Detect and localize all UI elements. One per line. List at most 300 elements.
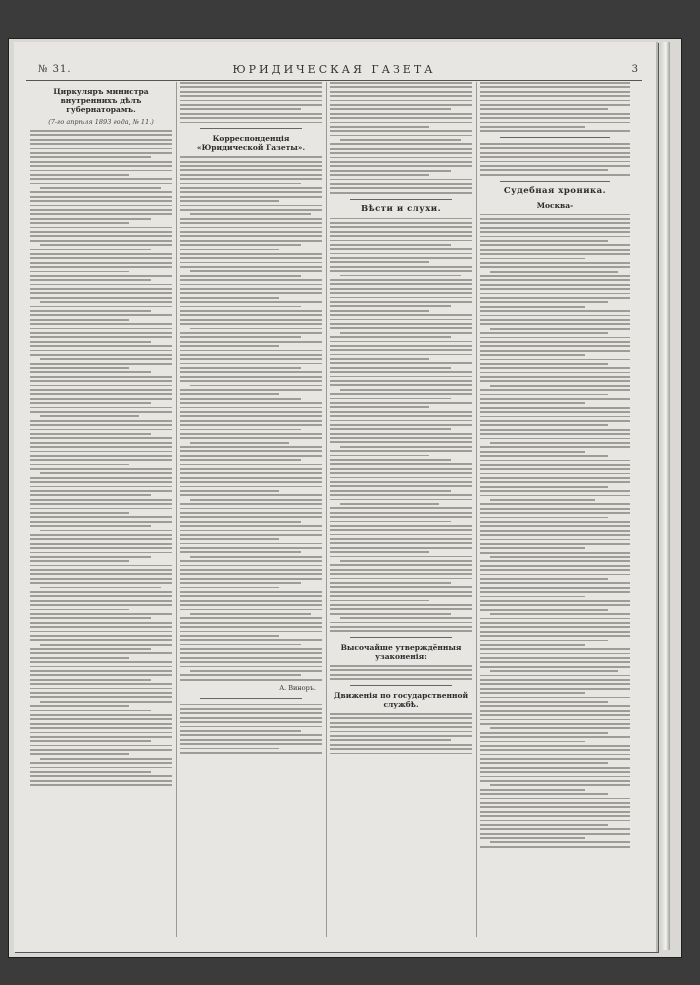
text-line — [180, 455, 322, 457]
text-line — [30, 767, 172, 769]
text-line — [330, 748, 472, 750]
text-line — [480, 723, 630, 725]
text-line — [480, 275, 630, 277]
text-line — [480, 749, 630, 751]
text-line — [30, 275, 172, 277]
text-line — [490, 841, 630, 843]
text-line — [480, 508, 630, 510]
text-line — [480, 815, 630, 817]
text-line — [30, 512, 129, 514]
text-line — [480, 315, 630, 317]
text-line — [480, 231, 630, 233]
text-line — [490, 499, 595, 501]
text-line — [330, 595, 472, 597]
text-line — [330, 183, 472, 185]
text-line — [30, 218, 151, 220]
section-heading: Высочайше утверждённыя узаконенія: — [340, 643, 462, 662]
text-line — [180, 525, 322, 527]
text-line — [30, 780, 172, 782]
text-line — [330, 713, 472, 715]
text-line — [30, 674, 172, 676]
text-line — [180, 446, 322, 448]
issue-number: № 31. — [38, 64, 72, 75]
text-line — [180, 468, 322, 470]
text-line — [30, 459, 172, 461]
text-line — [330, 117, 472, 119]
text-line — [480, 82, 630, 84]
text-line — [30, 284, 172, 286]
divider — [350, 199, 452, 200]
text-line — [180, 323, 322, 325]
text-line — [490, 328, 630, 330]
text-line — [480, 539, 630, 541]
text-line — [180, 604, 322, 606]
text-line — [330, 86, 472, 88]
text-line — [330, 669, 472, 671]
text-line — [330, 717, 472, 719]
text-line — [480, 609, 608, 611]
text-line — [180, 503, 322, 505]
text-line — [330, 494, 472, 496]
text-line — [330, 393, 472, 395]
text-line — [330, 358, 429, 360]
text-line — [480, 736, 630, 738]
text-line — [30, 310, 151, 312]
text-line — [480, 543, 630, 545]
text-line — [190, 556, 322, 558]
text-line — [480, 297, 630, 299]
text-line — [480, 635, 630, 637]
text-line — [30, 745, 172, 747]
text-line — [30, 402, 151, 404]
text-line — [330, 266, 472, 268]
text-line — [330, 248, 472, 250]
text-line — [30, 490, 172, 492]
text-line — [30, 196, 172, 198]
text-line — [180, 437, 322, 439]
text-line — [330, 218, 472, 220]
text-line — [330, 586, 472, 588]
text-line — [480, 104, 630, 106]
text-line — [180, 345, 279, 347]
newspaper-title: ЮРИДИЧЕСКАЯ ГАЗЕТА — [232, 63, 436, 76]
text-line — [180, 595, 322, 597]
text-line — [180, 398, 301, 400]
text-line — [480, 433, 630, 435]
text-line — [330, 157, 472, 159]
text-line — [480, 100, 630, 102]
text-line — [330, 270, 472, 272]
text-line — [480, 214, 630, 216]
text-line — [480, 517, 608, 519]
text-line — [30, 635, 172, 637]
divider — [500, 181, 610, 182]
text-line — [330, 82, 472, 84]
text-line — [30, 714, 172, 716]
text-line — [30, 543, 172, 545]
text-line — [480, 363, 608, 365]
text-line — [480, 174, 630, 176]
newspaper-page — [14, 42, 658, 952]
text-line — [180, 196, 322, 198]
text-line — [180, 288, 322, 290]
text-line — [30, 455, 172, 457]
text-line — [30, 494, 151, 496]
text-line — [180, 191, 322, 193]
text-line — [180, 704, 322, 706]
text-line — [330, 455, 429, 457]
text-line — [180, 86, 322, 88]
text-line — [330, 564, 472, 566]
text-line — [180, 459, 301, 461]
text-line — [340, 389, 472, 391]
text-line — [30, 534, 172, 536]
text-line — [180, 666, 322, 668]
text-line — [30, 235, 172, 237]
text-line — [30, 718, 172, 720]
text-line — [480, 486, 608, 488]
page-edge — [660, 42, 670, 950]
text-line — [480, 732, 608, 734]
text-block — [180, 704, 322, 754]
text-line — [30, 477, 172, 479]
text-line — [180, 314, 322, 316]
text-line — [330, 516, 472, 518]
text-line — [480, 222, 630, 224]
text-line — [30, 385, 172, 387]
text-line — [180, 661, 322, 663]
text-line — [180, 657, 322, 659]
text-line — [180, 490, 279, 492]
text-line — [480, 240, 608, 242]
text-line — [480, 762, 608, 764]
text-line — [180, 547, 322, 549]
text-line — [180, 674, 301, 676]
text-line — [480, 477, 630, 479]
text-line — [480, 147, 630, 149]
text-line — [30, 262, 172, 264]
text-line — [480, 354, 585, 356]
text-line — [330, 415, 472, 417]
text-line — [180, 626, 322, 628]
text-line — [480, 640, 608, 642]
text-line — [30, 481, 172, 483]
text-line — [480, 420, 630, 422]
text-line — [480, 319, 630, 321]
text-line — [180, 306, 301, 308]
text-line — [330, 283, 472, 285]
section-subheading: Москва- — [536, 200, 574, 210]
text-line — [30, 775, 172, 777]
text-line — [480, 337, 630, 339]
text-line — [340, 446, 472, 448]
text-line — [180, 679, 322, 681]
text-line — [180, 262, 322, 264]
text-line — [340, 503, 439, 505]
text-line — [330, 613, 451, 615]
text-line — [30, 639, 172, 641]
text-line — [480, 279, 630, 281]
text-line — [30, 191, 172, 193]
text-line — [30, 433, 151, 435]
text-line — [30, 688, 172, 690]
text-line — [180, 429, 301, 431]
text-line — [330, 323, 472, 325]
text-line — [40, 701, 172, 703]
divider — [500, 137, 610, 138]
text-line — [30, 521, 172, 523]
text-line — [180, 609, 322, 611]
text-line — [330, 437, 472, 439]
text-line — [30, 784, 172, 786]
text-line — [30, 727, 172, 729]
text-line — [180, 730, 301, 732]
text-line — [180, 617, 322, 619]
text-line — [330, 722, 472, 724]
text-line — [180, 717, 322, 719]
text-line — [180, 363, 322, 365]
text-line — [330, 630, 472, 632]
text-line — [330, 582, 451, 584]
text-line — [330, 525, 472, 527]
text-block — [30, 130, 172, 786]
text-line — [480, 745, 630, 747]
text-line — [190, 270, 322, 272]
page-number: 3 — [631, 64, 638, 75]
text-line — [480, 398, 630, 400]
text-line — [480, 130, 630, 132]
text-line — [30, 437, 172, 439]
text-line — [40, 358, 172, 360]
text-line — [330, 301, 472, 303]
text-line — [180, 726, 322, 728]
text-line — [180, 240, 322, 242]
text-line — [330, 122, 472, 124]
text-line — [180, 253, 322, 255]
text-line — [330, 521, 451, 523]
text-line — [30, 345, 172, 347]
text-line — [480, 253, 630, 255]
text-line — [30, 143, 172, 145]
text-line — [480, 323, 630, 325]
text-line — [480, 169, 608, 171]
text-line — [180, 249, 279, 251]
text-line — [40, 587, 161, 589]
text-line — [30, 631, 172, 633]
text-line — [330, 547, 472, 549]
text-line — [180, 292, 322, 294]
text-line — [330, 674, 472, 676]
text-line — [30, 710, 151, 712]
text-line — [30, 161, 172, 163]
text-line — [480, 846, 630, 848]
text-line — [480, 657, 630, 659]
text-line — [30, 753, 129, 755]
divider — [200, 128, 302, 129]
text-line — [180, 122, 322, 124]
text-line — [180, 450, 322, 452]
text-line — [180, 587, 279, 589]
text-line — [180, 319, 322, 321]
text-line — [330, 468, 472, 470]
page-header — [26, 64, 642, 81]
text-line — [480, 780, 630, 782]
text-line — [180, 538, 279, 540]
text-line — [480, 828, 630, 830]
text-line — [480, 683, 630, 685]
text-line — [180, 512, 322, 514]
text-line — [480, 464, 630, 466]
text-line — [480, 776, 630, 778]
text-line — [30, 213, 172, 215]
text-line — [480, 490, 630, 492]
text-line — [30, 499, 172, 501]
text-line — [30, 170, 172, 172]
text-line — [330, 433, 472, 435]
text-line — [180, 156, 322, 158]
text-line — [480, 455, 608, 457]
text-line — [330, 411, 472, 413]
text-line — [330, 126, 429, 128]
text-line — [480, 95, 630, 97]
text-line — [330, 174, 429, 176]
text-line — [330, 744, 472, 746]
text-line — [330, 573, 472, 575]
text-line — [180, 508, 322, 510]
text-line — [180, 407, 322, 409]
section-heading: Движенія по государственной службѣ. — [333, 691, 469, 710]
text-line — [40, 530, 172, 532]
text-line — [330, 130, 472, 132]
text-line — [330, 485, 472, 487]
text-line — [30, 130, 172, 132]
text-line — [30, 183, 172, 185]
text-line — [480, 244, 630, 246]
text-line — [480, 86, 630, 88]
text-line — [30, 696, 172, 698]
text-line — [180, 95, 322, 97]
text-line — [30, 297, 172, 299]
text-line — [180, 464, 322, 466]
text-line — [480, 288, 630, 290]
text-line — [190, 499, 322, 501]
text-line — [480, 468, 630, 470]
text-line — [330, 556, 472, 558]
text-line — [480, 332, 608, 334]
text-line — [30, 626, 172, 628]
text-line — [480, 372, 630, 374]
text-line — [330, 100, 472, 102]
text-line — [180, 235, 322, 237]
text-line — [330, 292, 472, 294]
text-line — [480, 306, 585, 308]
text-line — [480, 754, 630, 756]
text-line — [30, 552, 172, 554]
text-line — [180, 708, 322, 710]
text-line — [480, 661, 630, 663]
text-line — [330, 499, 472, 501]
text-line — [480, 644, 585, 646]
section-heading: Судебная хроника. — [503, 185, 607, 196]
text-line — [180, 420, 322, 422]
text-line — [480, 122, 630, 124]
text-line — [30, 424, 172, 426]
text-line — [30, 156, 151, 158]
text-line — [330, 143, 472, 145]
text-line — [180, 257, 322, 259]
text-line — [480, 503, 630, 505]
text-line — [30, 446, 172, 448]
text-line — [180, 622, 322, 624]
text-line — [30, 538, 172, 540]
text-line — [330, 420, 472, 422]
text-line — [480, 126, 585, 128]
text-line — [480, 236, 630, 238]
text-line — [30, 398, 172, 400]
text-line — [30, 740, 151, 742]
article-heading: Корреспонденція «Юридической Газеты». — [196, 134, 306, 153]
text-line — [480, 394, 608, 396]
text-line — [180, 712, 322, 714]
text-line — [330, 622, 472, 624]
text-line — [480, 688, 630, 690]
text-line — [480, 697, 630, 699]
text-line — [30, 139, 172, 141]
text-line — [330, 424, 472, 426]
text-line — [330, 349, 472, 351]
text-line — [30, 683, 172, 685]
text-line — [30, 464, 129, 466]
text-line — [30, 617, 151, 619]
text-line — [30, 582, 172, 584]
text-line — [330, 257, 472, 259]
text-line — [330, 305, 451, 307]
text-line — [30, 240, 172, 242]
text-line — [480, 675, 630, 677]
column-1 — [30, 82, 172, 942]
text-line — [480, 569, 630, 571]
text-line — [30, 407, 172, 409]
text-line — [30, 271, 129, 273]
text-line — [330, 604, 472, 606]
text-line — [480, 604, 630, 606]
text-line — [190, 385, 322, 387]
text-line — [480, 359, 630, 361]
text-line — [330, 341, 472, 343]
text-line — [30, 328, 172, 330]
text-line — [330, 371, 472, 373]
text-line — [180, 635, 279, 637]
text-line — [30, 227, 172, 229]
column-rule — [476, 82, 477, 937]
text-line — [30, 569, 172, 571]
text-line — [480, 679, 630, 681]
text-line — [480, 367, 630, 369]
text-line — [330, 113, 472, 115]
text-line — [180, 530, 322, 532]
text-line — [30, 288, 172, 290]
text-line — [330, 179, 472, 181]
text-line — [330, 104, 472, 106]
text-line — [30, 292, 172, 294]
text-line — [30, 565, 172, 567]
text-line — [30, 771, 151, 773]
text-line — [30, 350, 172, 352]
text-line — [30, 134, 172, 136]
text-line — [190, 613, 311, 615]
text-line — [30, 692, 172, 694]
text-line — [30, 363, 172, 365]
